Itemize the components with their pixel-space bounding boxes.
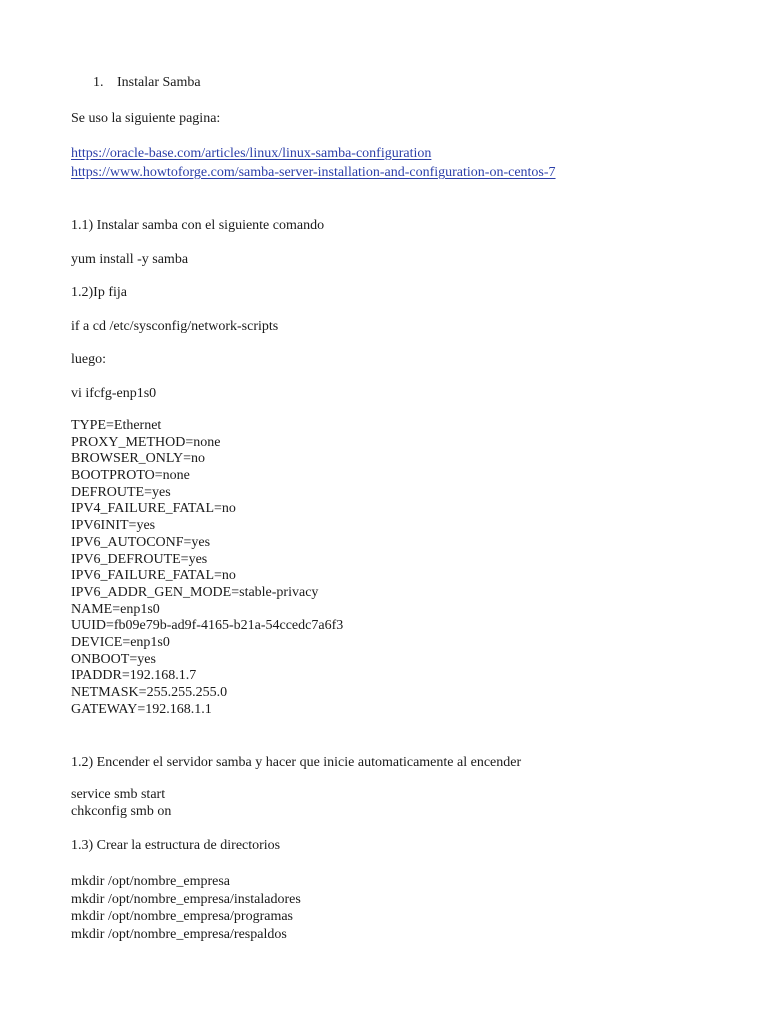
config-line: BOOTPROTO=none: [71, 468, 190, 484]
mkdir-commands: [71, 873, 301, 943]
config-line: IPV6_ADDR_GEN_MODE=stable-privacy: [71, 584, 319, 600]
link-howtoforge[interactable]: [71, 164, 556, 181]
step-ip-heading: 1.2)Ip fija: [71, 285, 127, 300]
config-line: IPV6INIT=yes: [71, 518, 156, 534]
mkdir-command: mkdir /opt/nombre_empresa: [71, 874, 231, 889]
mkdir-command: mkdir /opt/nombre_empresa/instaladores: [71, 891, 301, 907]
config-line: DEFROUTE=yes: [71, 484, 171, 500]
step-service-heading: 1.2) Encender el servidor samba y hacer que inicie automaticamente al encender: [71, 755, 522, 770]
step-install-heading: 1.1) Instalar samba con el siguiente comando: [71, 218, 325, 233]
service-command: service smb start: [71, 787, 166, 802]
config-line: NAME=enp1s0: [71, 601, 160, 617]
config-line: UUID=fb09e79b-ad9f-4165-b21a-54ccedc7a6f3: [71, 618, 344, 634]
mkdir-command: mkdir /opt/nombre_empresa/programas: [71, 909, 293, 924]
section-heading: Instalar Samba: [117, 75, 201, 90]
command-cd: if a cd /etc/sysconfig/network-scripts: [71, 319, 279, 334]
list-number: 1.: [93, 75, 104, 90]
config-line: IPADDR=192.168.1.7: [71, 668, 197, 684]
command-install: yum install -y samba: [71, 252, 189, 267]
step-dirs-heading: 1.3) Crear la estructura de directorios: [71, 838, 281, 853]
service-commands: [71, 787, 171, 820]
link-oracle-base[interactable]: [71, 145, 431, 162]
link-howtoforge-anchor[interactable]: https://www.howtoforge.com/samba-server-installation-and-configuration-on-centos-7: [71, 165, 556, 180]
config-line: BROWSER_ONLY=no: [71, 451, 206, 467]
config-line: NETMASK=255.255.255.0: [71, 685, 228, 700]
service-command: chkconfig smb on: [71, 803, 172, 819]
intro-text: Se uso la siguiente pagina:: [71, 111, 221, 126]
config-line: DEVICE=enp1s0: [71, 634, 170, 650]
luego-text: luego:: [71, 352, 106, 367]
config-line: PROXY_METHOD=none: [71, 434, 221, 450]
mkdir-command: mkdir /opt/nombre_empresa/respaldos: [71, 926, 287, 942]
config-line: IPV6_FAILURE_FATAL=no: [71, 568, 236, 584]
config-line: ONBOOT=yes: [71, 651, 156, 667]
config-line: IPV6_DEFROUTE=yes: [71, 551, 208, 567]
link-oracle-base-anchor[interactable]: https://oracle-base.com/articles/linux/linux-samba-configuration: [71, 146, 432, 161]
config-line: TYPE=Ethernet: [71, 418, 162, 433]
config-line: IPV6_AUTOCONF=yes: [71, 534, 211, 550]
config-block: [71, 418, 343, 718]
config-line: IPV4_FAILURE_FATAL=no: [71, 501, 236, 517]
command-vi: vi ifcfg-enp1s0: [71, 386, 157, 401]
config-line: GATEWAY=192.168.1.1: [71, 701, 212, 717]
